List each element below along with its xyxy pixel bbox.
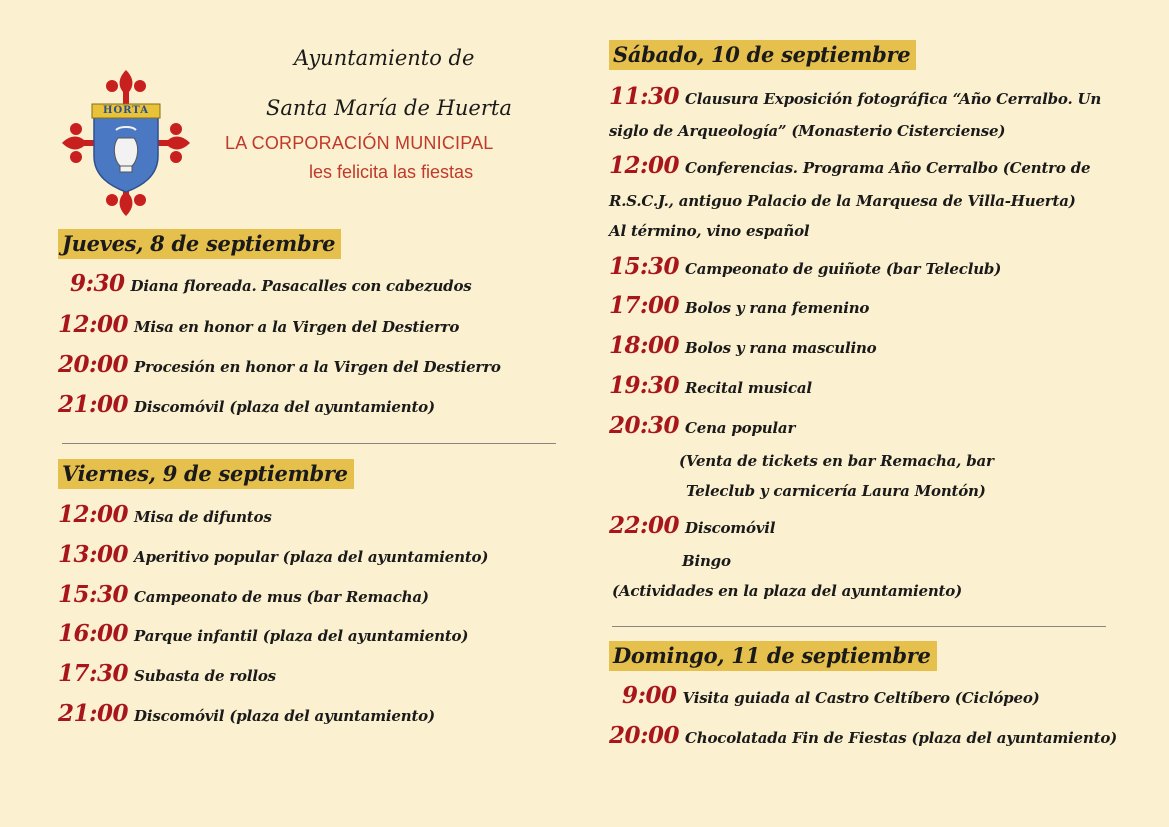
event-desc: Bolos y rana masculino [685,339,877,357]
event-row [58,501,272,528]
event-desc-continued: Bingo [682,552,731,570]
day-heading-sabado: Sábado, 10 de septiembre [609,40,916,70]
event-desc: Clausura Exposición fotográfica “Año Cerralbo. Un [685,90,1102,108]
event-time: 20:00 [609,722,680,749]
event-row [609,412,795,439]
event-row [609,332,876,359]
event-desc: Discomóvil [685,519,776,537]
event-row [58,620,468,647]
event-desc: Conferencias. Programa Año Cerralbo (Centro de [685,159,1091,177]
corporacion-text: LA CORPORACIÓN MUNICIPAL [225,133,494,153]
event-time: 17:00 [609,292,680,319]
event-desc: Procesión en honor a la Virgen del Destierro [134,358,501,376]
event-time: 9:30 [70,270,125,297]
event-row [609,372,812,399]
event-desc: Chocolatada Fin de Fiestas (plaza del ayuntamiento) [685,729,1118,747]
event-desc: Subasta de rollos [134,667,276,685]
event-time: 12:00 [609,152,680,179]
event-desc-continued: (Venta de tickets en bar Remacha, bar [679,452,994,470]
event-desc-continued: (Actividades en la plaza del ayuntamiento) [612,582,962,600]
event-row [58,581,429,608]
event-desc: Parque infantil (plaza del ayuntamiento) [134,627,469,645]
divider [62,443,556,444]
event-time: 15:30 [609,253,680,280]
event-desc: Misa de difuntos [134,508,272,526]
event-desc: Bolos y rana femenino [685,299,870,317]
crest-label: HORTA [103,105,149,116]
event-row [58,700,435,727]
event-time: 20:00 [58,351,129,378]
event-time: 13:00 [58,541,129,568]
event-desc: Campeonato de mus (bar Remacha) [134,588,429,606]
event-row [58,351,501,378]
event-row [609,512,775,539]
event-row [70,270,472,297]
header-line-1: Ayuntamiento de [294,46,475,70]
event-desc-continued: Teleclub y carnicería Laura Montón) [686,482,986,500]
event-row [609,253,1001,280]
header-line-2: Santa María de Huerta [266,96,512,120]
event-row [58,311,459,338]
day-heading-jueves: Jueves, 8 de septiembre [58,229,341,259]
event-time: 9:00 [622,682,677,709]
header [56,40,566,220]
event-row [609,152,1090,179]
event-desc-continued: siglo de Arqueología” (Monasterio Cisterciense) [609,122,1006,140]
event-desc: Visita guiada al Castro Celtíbero (Ciclópeo) [682,689,1040,707]
event-desc: Cena popular [685,419,796,437]
event-desc: Aperitivo popular (plaza del ayuntamiento) [134,548,489,566]
event-time: 12:00 [58,311,129,338]
event-row [622,682,1040,709]
event-time: 20:30 [609,412,680,439]
event-row [58,660,276,687]
event-desc: Recital musical [685,379,812,397]
event-time: 18:00 [609,332,680,359]
felicita-text: les felicita las fiestas [309,162,474,182]
event-row [609,83,1101,110]
day-heading-domingo: Domingo, 11 de septiembre [609,641,937,671]
event-row [58,541,488,568]
event-time: 11:30 [609,83,680,110]
event-time: 15:30 [58,581,129,608]
event-row [58,391,435,418]
event-desc: Diana floreada. Pasacalles con cabezudos [130,277,472,295]
divider [612,626,1106,627]
event-time: 21:00 [58,700,129,727]
event-desc-continued: R.S.C.J., antiguo Palacio de la Marquesa de Villa-Huerta) [609,192,1076,210]
event-row [609,292,869,319]
coat-of-arms-icon [60,68,192,218]
event-time: 12:00 [58,501,129,528]
event-desc: Discomóvil (plaza del ayuntamiento) [134,398,435,416]
event-row [609,722,1117,749]
event-time: 22:00 [609,512,680,539]
event-desc: Misa en honor a la Virgen del Destierro [134,318,460,336]
event-desc: Discomóvil (plaza del ayuntamiento) [134,707,435,725]
event-time: 21:00 [58,391,129,418]
event-time: 17:30 [58,660,129,687]
event-time: 19:30 [609,372,680,399]
event-desc-continued: Al término, vino español [609,222,810,240]
event-time: 16:00 [58,620,129,647]
event-desc: Campeonato de guiñote (bar Teleclub) [685,260,1002,278]
day-heading-viernes: Viernes, 9 de septiembre [58,459,354,489]
